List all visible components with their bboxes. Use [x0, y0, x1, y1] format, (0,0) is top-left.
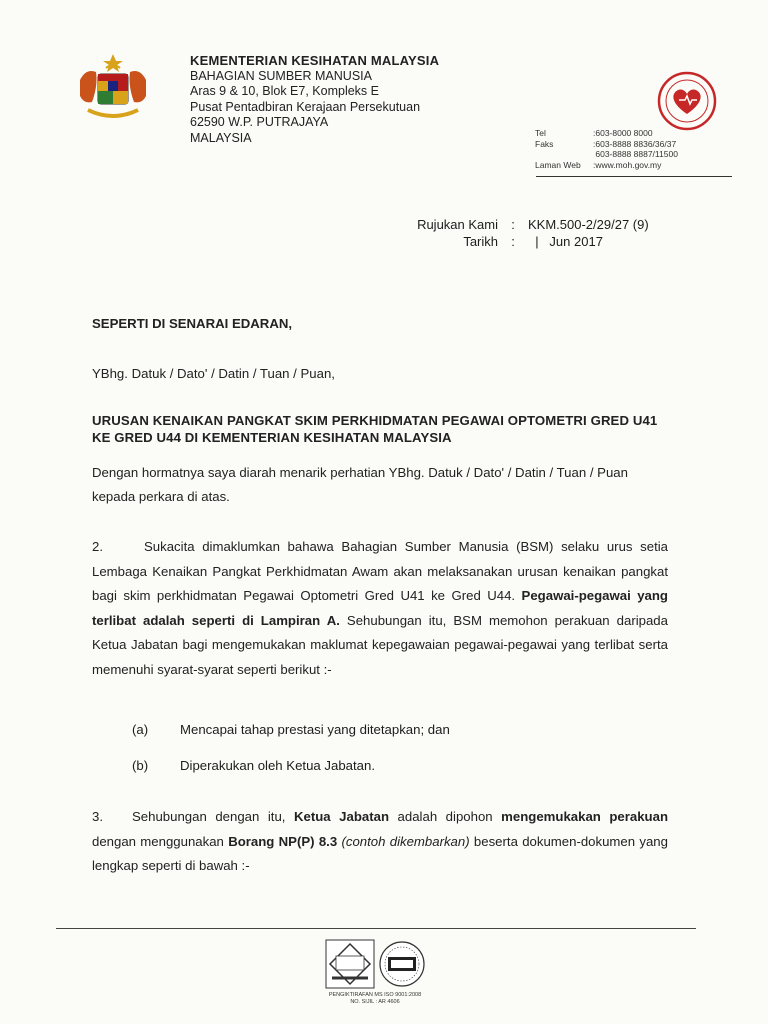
- date-label: Tarikh: [463, 234, 498, 249]
- division-name: BAHAGIAN SUMBER MANUSIA: [190, 68, 372, 83]
- contact-block: [535, 128, 678, 170]
- address-line: 62590 W.P. PUTRAJAYA: [190, 115, 329, 130]
- footer-divider: [56, 928, 696, 929]
- heart-health-logo: [656, 70, 718, 132]
- fax-value: 603-8888 8887/11500: [593, 149, 678, 159]
- tel-value: :603-8000 8000: [593, 128, 653, 138]
- coat-of-arms-logo: [76, 50, 150, 122]
- para-number: 2.: [92, 539, 103, 554]
- para-number: 3.: [92, 809, 103, 824]
- fax-label: Faks: [535, 138, 554, 149]
- salutation: YBhg. Datuk / Dato' / Datin / Tuan / Puan,: [92, 366, 335, 381]
- list-text: Diperakukan oleh Ketua Jabatan.: [180, 758, 376, 773]
- tel-label: Tel: [535, 128, 546, 138]
- ref-label: Rujukan Kami: [417, 217, 498, 232]
- date-value: | Jun 2017: [528, 234, 603, 249]
- address-line: Aras 9 & 10, Blok E7, Kompleks E: [190, 84, 379, 99]
- org-name: KEMENTERIAN KESIHATAN MALAYSIA: [190, 53, 440, 68]
- contact-divider: [536, 176, 732, 177]
- reference-block: Rujukan Kami : KKM.500-2/29/27 (9) Tarikh : | Jun 2017: [412, 216, 649, 250]
- ref-value: KKM.500-2/29/27 (9): [528, 217, 649, 232]
- certification-logos: [322, 938, 430, 990]
- subject-heading: URUSAN KENAIKAN PANGKAT SKIM PERKHIDMATAN PEGAWAI OPTOMETRI GRED U41 KE GRED U44 DI KEMENTERIAN KESIHATAN MALAYSIA: [92, 413, 658, 445]
- address-line: MALAYSIA: [190, 130, 252, 145]
- list-item: [132, 758, 375, 773]
- recipient: SEPERTI DI SENARAI EDARAN,: [92, 316, 293, 331]
- list-marker: (b): [132, 758, 149, 773]
- certification-text: PENGIKTIRAFAN MS ISO 9001:2008 NO. SIJIL : AR 4606: [328, 992, 422, 1005]
- web-value: :www.moh.gov.my: [593, 159, 662, 170]
- paragraph-2: 2. Sukacita dimaklumkan bahawa Bahagian Sumber Manusia (BSM) selaku urus setia Lembaga Kenaikan Pangkat Perkhidmatan Awam akan melaksanakan urusan kenaikan pangkat bagi skim perkhidmatan Pegawai Optometri Gred U41 ke Gred U44. Pegawai-pegawai yang terlibat adalah seperti di Lampiran A. Sehubungan itu, BSM memohon perakuan daripada Ketua Jabatan bagi mengemukakan maklumat kepegawaian pegawai-pegawai yang terlibat serta memenuhi syarat-syarat seperti berikut :-: [92, 535, 668, 682]
- list-item: [132, 722, 450, 737]
- fax-value: :603-8888 8836/36/37: [593, 138, 677, 149]
- paragraph-3: 3. Sehubungan dengan itu, Ketua Jabatan adalah dipohon mengemukakan perakuan dengan menggunakan Borang NP(P) 8.3 (contoh dikembarkan) beserta dokumen-dokumen yang lengkap seperti di bawah :-: [92, 805, 668, 879]
- list-text: Mencapai tahap prestasi yang ditetapkan; dan: [180, 722, 450, 737]
- list-marker: (a): [132, 722, 149, 737]
- address-line: Pusat Pentadbiran Kerajaan Persekutuan: [190, 99, 421, 114]
- letterhead-address: [190, 53, 439, 147]
- paragraph-1: Dengan hormatnya saya diarah menarik perhatian YBhg. Datuk / Dato' / Datin / Tuan / Puan kepada perkara di atas.: [92, 465, 628, 504]
- web-label: Laman Web: [535, 159, 581, 170]
